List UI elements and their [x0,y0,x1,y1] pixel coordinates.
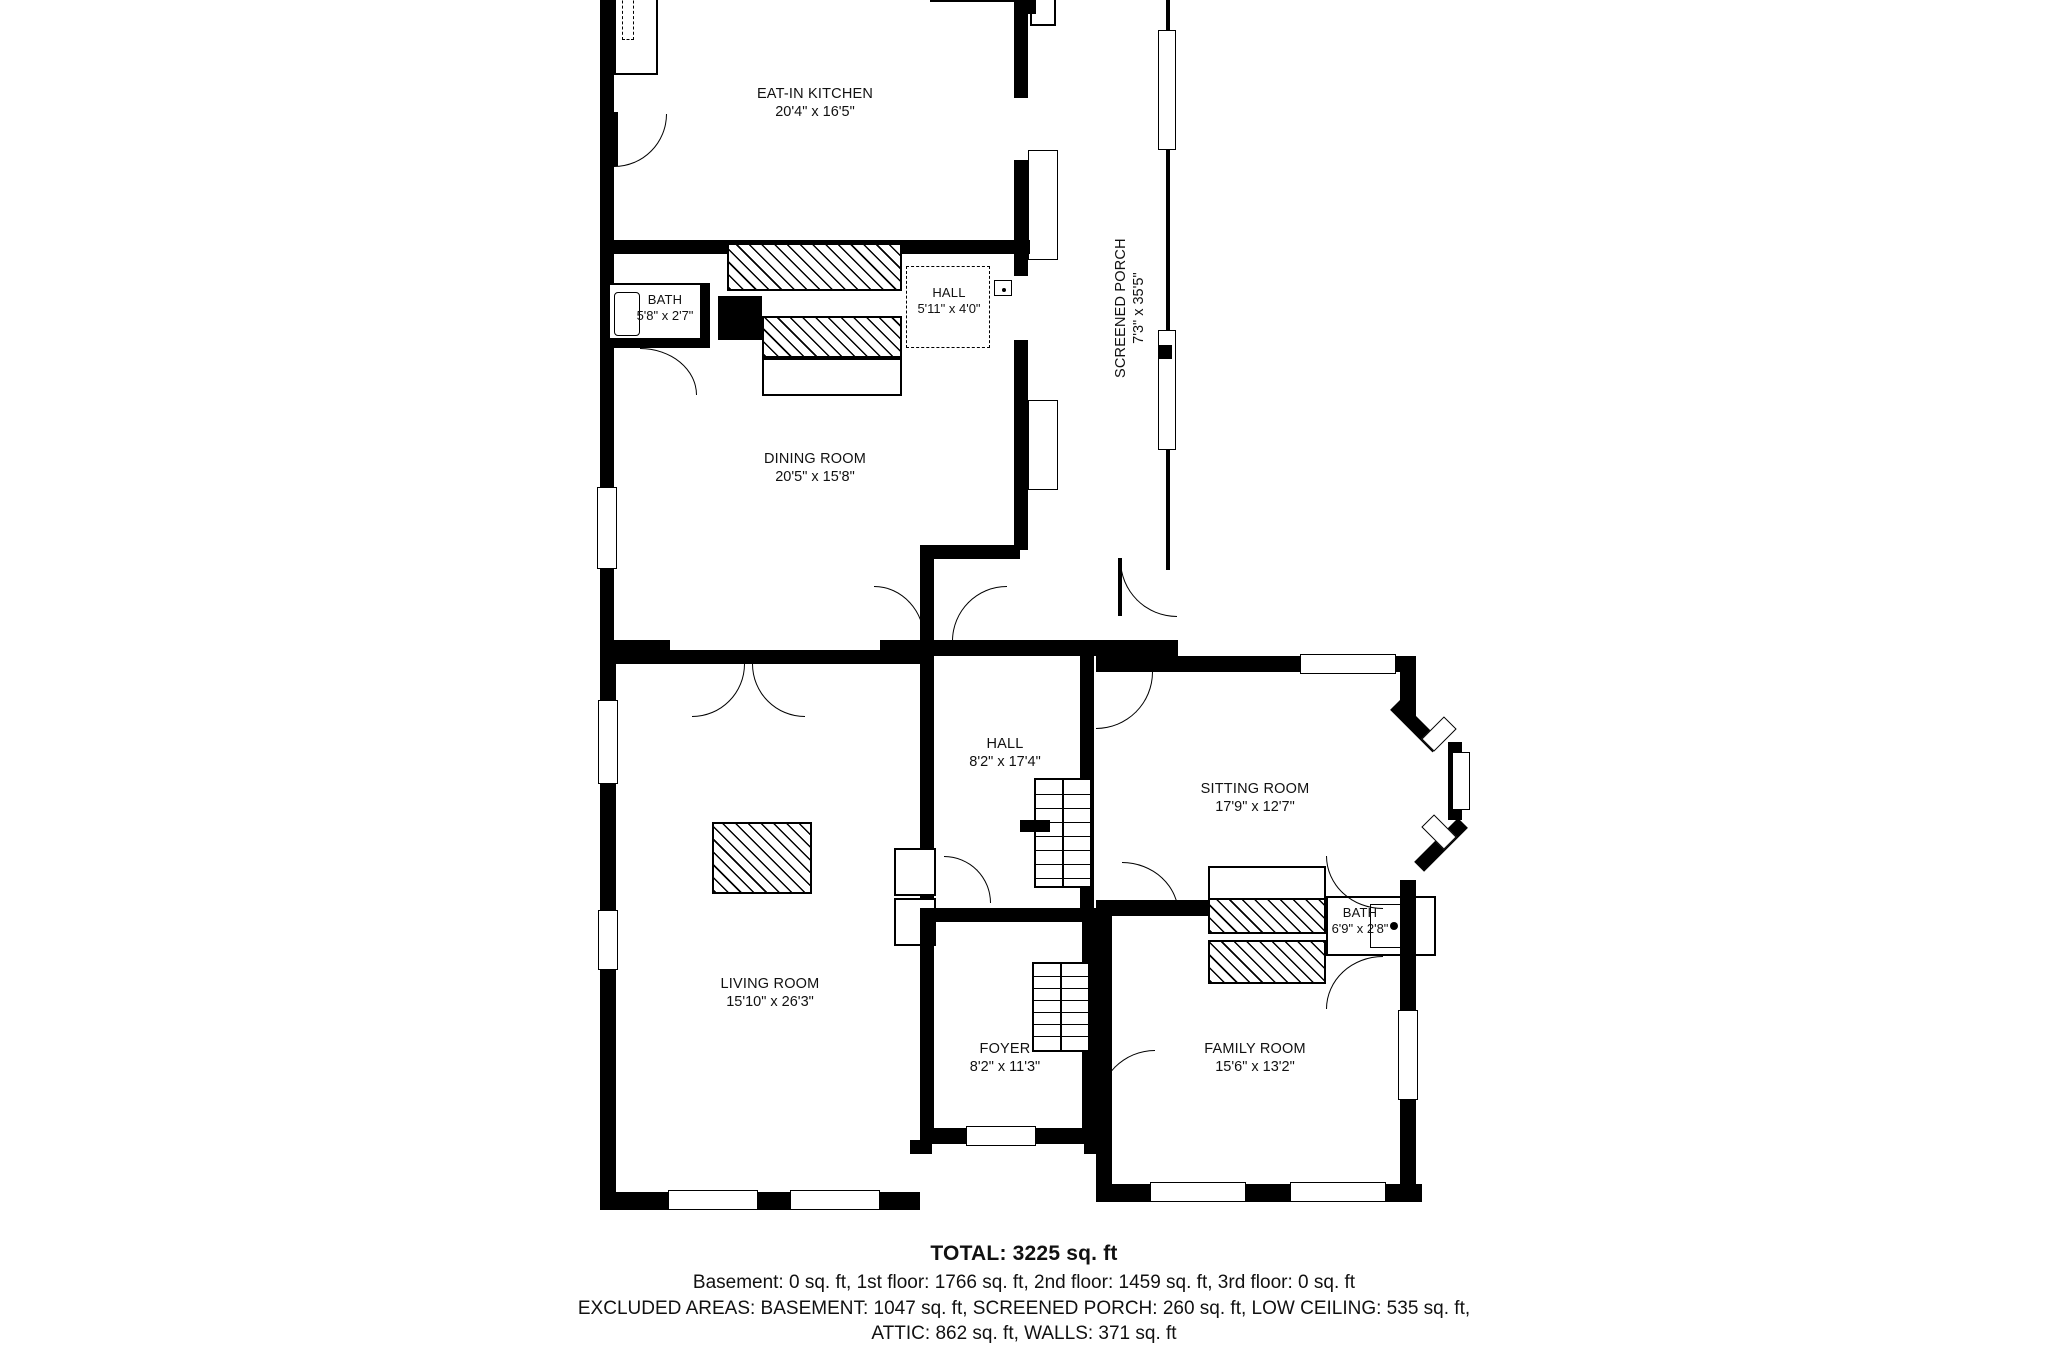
room-dimensions: 17'9" x 12'7" [1215,799,1295,816]
room-dimensions: 20'5" x 15'8" [775,469,855,486]
door-dining-hall-b [952,586,1007,641]
room-label-sitting-room [1130,780,1380,816]
door-kitchen-left [614,114,667,167]
door-porch-leaf [1118,558,1122,616]
area-summary [0,1242,2048,1347]
wall-hall-bottom [920,908,1096,922]
window-dining-right [1028,400,1058,490]
wall-bath1-bottom [600,338,710,348]
window-sitting-top [1300,654,1396,674]
room-label-foyer [920,1040,1090,1076]
window-living-bottom-2 [790,1190,880,1210]
window-family-bottom-2 [1290,1182,1386,1202]
room-name: SCREENED PORCH [1112,238,1129,379]
window-bay-2 [1452,752,1470,810]
wall-kitchen-bottom [600,240,720,254]
room-label-family-room [1130,1040,1380,1076]
sitting-stairs-hatch-bottom [1208,940,1326,984]
foyer-stairs-direction-line [1060,962,1062,1052]
room-dimensions: 8'2" x 17'4" [969,754,1041,771]
room-name: HALL [986,736,1024,752]
living-fireplace-hatch [712,822,812,894]
stairs-direction-line [1062,778,1064,888]
room-name: HALL [932,285,966,300]
wall-kitchen-right-mid [1014,90,1028,98]
window-family-right [1398,1010,1418,1100]
wall-porch-left [1028,0,1036,14]
wall-living-top [600,650,920,664]
porch-window-right-1 [1158,30,1176,150]
room-label-dining-room [700,450,930,486]
upper-stairs-hatch-top [727,243,902,291]
room-label-screened-porch [1112,188,1148,428]
door-kitchen-left-leaf [614,112,618,166]
summary-line-1: Basement: 0 sq. ft, 1st floor: 1766 sq. ft, 2nd floor: 1459 sq. ft, 3rd floor: 0 sq. ft [692,1272,1356,1293]
room-dimensions: 15'10" x 26'3" [726,994,814,1011]
wall-dining-hall-top [920,545,1020,559]
wall-kitchen-door-jamb [600,104,614,114]
room-label-hall-2 [920,735,1090,771]
foyer-entry-door [966,1126,1036,1146]
window-living-left-2 [598,910,618,970]
wall-bath1-right [700,283,710,345]
door-hall-left [944,856,991,903]
room-name: BATH [1342,905,1378,920]
door-family-sitting [1122,862,1179,915]
wall-kitchen-right-upper [1014,0,1028,90]
window-family-bottom-1 [1150,1182,1246,1202]
door-sitting-hall [1096,672,1153,729]
room-name: LIVING ROOM [720,976,820,992]
wall-foyer-bottom-jog-left [910,1140,932,1154]
door-living-top-left [692,664,745,717]
kitchen-counter-left [614,0,658,75]
room-dimensions: 5'11" x 4'0" [917,301,981,317]
room-name: EAT-IN KITCHEN [756,86,874,102]
hall-closet-top [894,848,936,896]
room-name: FAMILY ROOM [1204,1041,1306,1057]
sitting-stairs-box [1208,866,1326,900]
kitchen-counter-dashed [622,0,634,40]
door-porch-exit [1120,560,1177,617]
room-name: SITTING ROOM [1200,781,1310,797]
door-dining-hall-a [874,586,925,641]
window-living-bottom-1 [668,1190,758,1210]
room-dimensions: 15'6" x 13'2" [1215,1059,1295,1076]
wall-hall-stub [1020,820,1050,832]
wall-porch-bottom [1028,640,1178,656]
upper-stairs-lower-box [762,358,902,396]
wall-dining-top-right [1014,260,1028,276]
room-label-eat-in-kitchen [700,85,930,121]
window-kitchen-right [1028,150,1058,260]
window-living-left-1 [598,700,618,784]
room-dimensions: 7'3" x 35'5" [1131,272,1147,344]
room-dimensions: 5'8" x 2'7" [636,308,694,324]
room-dimensions: 6'9" x 2'8" [1331,921,1389,937]
door-bath2-inner [1326,956,1383,1009]
wall-dining-right [1014,340,1028,550]
wall-foyer-left [920,908,934,1138]
room-name: BATH [647,292,683,307]
wall-kitchen-top-right [930,0,1028,2]
wall-porch-right-mid [1158,345,1172,359]
room-dimensions: 8'2" x 11'3" [969,1059,1041,1076]
upper-stairs-hatch-bottom [762,316,902,358]
summary-line-2: EXCLUDED AREAS: BASEMENT: 1047 sq. ft, SCREENED PORCH: 260 sq. ft, LOW CEILING: 535 sq. ft, [577,1297,1471,1319]
door-bath1 [640,348,697,395]
wall-family-left [1096,900,1112,1200]
hall1-dot [1002,288,1006,292]
room-dimensions: 20'4" x 16'5" [775,104,855,121]
summary-line-3: ATTIC: 862 sq. ft, WALLS: 371 sq. ft [871,1323,1177,1345]
room-label-living-room [670,975,870,1011]
room-label-bath-1 [600,292,730,325]
window-dining-left [597,487,617,569]
room-name: FOYER [979,1041,1031,1057]
wall-stair-block [718,296,762,340]
room-name: DINING ROOM [763,451,867,467]
door-living-top-right [752,664,805,717]
summary-total: TOTAL: 3225 sq. ft [930,1242,1118,1265]
